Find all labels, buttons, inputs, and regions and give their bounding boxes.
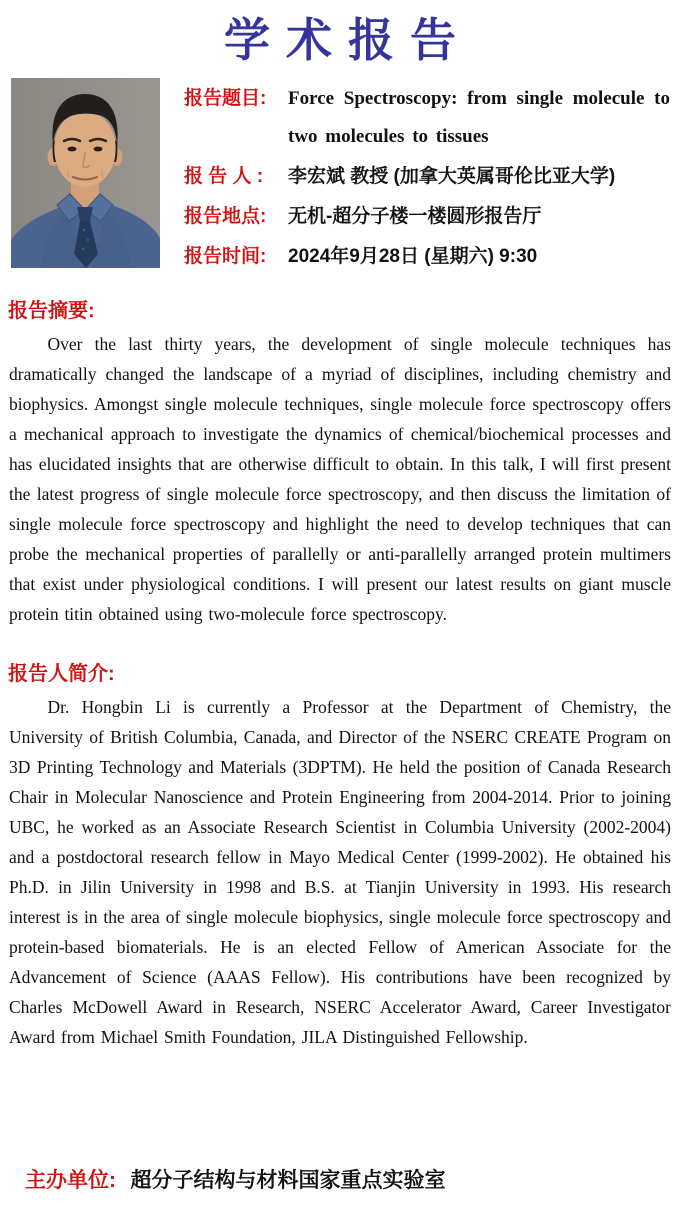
info-row-title: [184, 80, 670, 156]
organizer-label: 主办单位:: [25, 1169, 116, 1192]
info-row-location: [184, 198, 670, 236]
bio-text: Dr. Hongbin Li is currently a Professor at the Department of Chemistry, the University of British Columbia, Canada, and Director of the NSERC CREATE Program on 3D Printing Technology and Materials (3DPTM). He held the position of Canada Research Chair in Molecular Nanoscience and Protein Engineering from 2004-2014. Prior to joining UBC, he worked as an Associate Research Scientist in Columbia University (2002-2004) and a postdoctoral research fellow in Mayo Medical Center (1999-2002). He obtained his Ph.D. in Jilin University in 1998 and B.S. at Tianjin University in 1993. His research interest is in the area of single molecule biophysics, single molecule force spectroscopy and protein-based biomaterials. He is an elected Fellow of American Associate for the Advancement of Science (AAAS Fellow). His contributions have been recognized by Charles McDowell Award in Research, NSERC Accelerator Award, Career Investigator Award from Michael Smith Foundation, JILA Distinguished Fellowship.: [9, 697, 671, 1047]
bio-heading: 报告人简介:: [8, 663, 115, 685]
lecture-info: [184, 78, 670, 278]
abstract-text: Over the last thirty years, the development of single molecule techniques has dramatically changed the landscape of a myriad of disciplines, including chemistry and biophysics. Amongst single molecule techniques, single molecule force spectroscopy offers a mechanical approach to investigate the dynamics of chemical/biochemical processes and has elucidated insights that are otherwise difficult to obtain. In this talk, I will first present the latest progress of single molecule force spectroscopy, and then discuss the limitation of single molecule force spectroscopy and highlight the need to develop techniques that can probe the mechanical properties of parallelly or anti-parallelly arranged protein multimers that exist under physiological conditions. I will present our latest results on giant muscle protein titin obtained using two-molecule force spectroscopy.: [9, 334, 671, 624]
speaker-photo: [11, 78, 160, 268]
value-location: 无机-超分子楼一楼圆形报告厅: [288, 206, 542, 227]
organizer-line: [25, 1164, 445, 1194]
value-report-title: Force Spectroscopy: from single molecule to two molecules to tissues: [288, 88, 670, 147]
label-location: 报告地点:: [184, 206, 267, 227]
speaker-portrait-illustration: [11, 78, 160, 268]
label-time: 报告时间:: [184, 246, 267, 267]
header-section: [0, 78, 680, 278]
info-row-time: [184, 238, 670, 276]
value-speaker: 李宏斌 教授 (加拿大英属哥伦比亚大学): [288, 166, 616, 187]
page-title: 学术报告: [224, 14, 472, 66]
info-row-speaker: [184, 158, 670, 196]
label-speaker: 报 告 人 :: [184, 166, 264, 187]
organizer-value: 超分子结构与材料国家重点实验室: [130, 1169, 446, 1192]
abstract-heading: 报告摘要:: [8, 300, 95, 322]
label-report-title: 报告题目:: [184, 88, 267, 109]
value-time: 2024年9月28日 (星期六) 9:30: [288, 246, 538, 267]
